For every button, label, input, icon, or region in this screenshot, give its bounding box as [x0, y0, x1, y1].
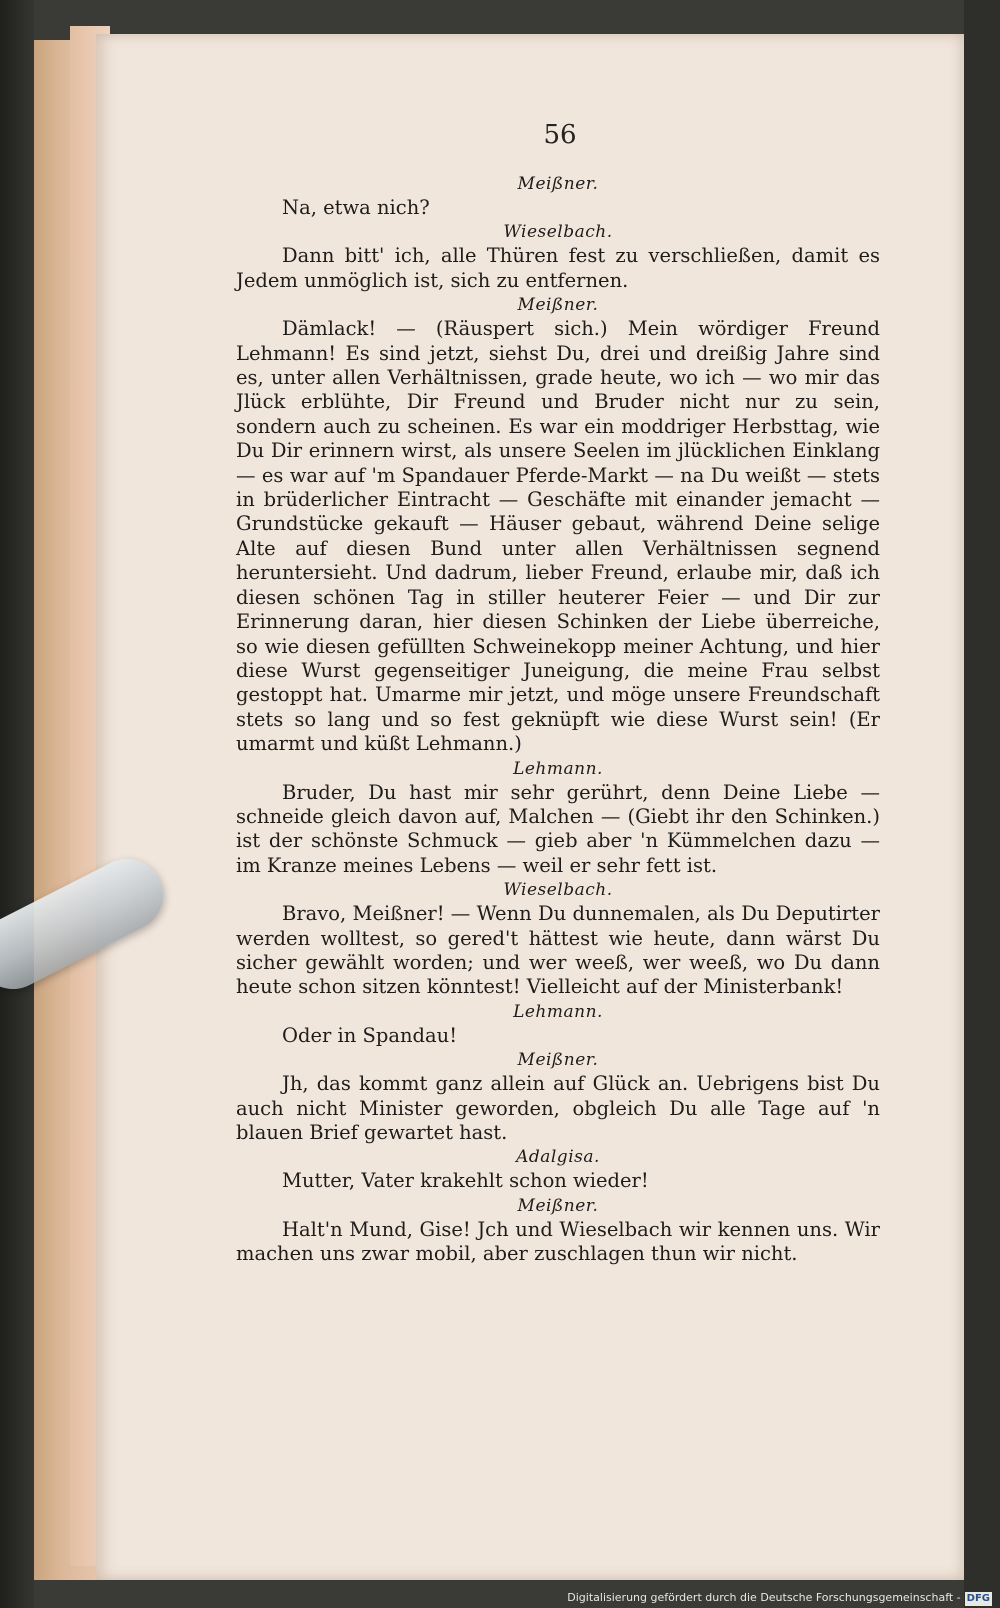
credit-text: Digitalisierung gefördert durch die Deutsche Forschungsgemeinschaft -	[567, 1591, 961, 1604]
page-number: 56	[543, 120, 577, 150]
dialogue-paragraph: Oder in Spandau!	[282, 1023, 458, 1047]
scan-background-left	[0, 0, 34, 1608]
speaker-name: Meißner.	[517, 174, 599, 194]
dialogue-paragraph: Bruder, Du hast mir sehr gerührt, denn Deine Liebe — schneide gleich davon auf, Malchen — (Giebt ihr den Schinken.) ist der schönste Schmuck — gieb aber 'n Kümmelchen dazu — im Kranze meines Lebens — weil er sehr fett ist.	[236, 780, 880, 877]
speaker-name: Adalgisa.	[516, 1147, 600, 1168]
digitization-credit	[0, 1591, 992, 1606]
dialogue-paragraph: Na, etwa nich?	[282, 196, 430, 219]
dialogue-paragraph: Dann bitt' ich, alle Thüren fest zu verschließen, damit es Jedem unmöglich ist, sich zu entfernen.	[236, 244, 880, 292]
speaker-name: Wieselbach.	[503, 880, 613, 901]
dfg-logo: DFG	[966, 1593, 990, 1604]
dialogue-paragraph: Dämlack! — (Räuspert sich.) Mein wördiger Freund Lehmann! Es sind jetzt, siehst Du, drei und dreißig Jahre sind es, unter allen Verhältnissen, grade heute, wo ich — wo mir das Jlück erblühte, Dir Freund und Bruder nicht nur zu sein, sondern auch zu scheinen. Es war ein moddriger Herbsttag, wie Du Dir erinnern wirst, als unsere Seelen im jlücklichen Einklang — es war auf 'm Spandauer Pferde-Markt — na Du weißt — stets in brüderlicher Eintracht — Geschäfte mit einander jemacht — Grundstücke gekauft — Häuser gebaut, während Deine selige Alte auf diesen Bund unter allen Verhältnissen segnend heruntersieht. Und dadrum, lieber Freund, erlaube mir, daß ich diesen schönen Tag in stiller heuterer Feier — und Dir zur Erinnerung daran, hier diesen Schinken der Liebe überreiche, so wie diesen gefüllten Schweinekopp meiner Achtung, und hier diese Wurst gegenseitiger Juneigung, die meine Frau selbst gestoppt hat. Umarme mir jetzt, und möge unsere Freundschaft stets so lang und so fest geknüpft wie diese Wurst sein! (Er umarmt und küßt Lehmann.)	[236, 317, 880, 756]
speaker-name: Wieselbach.	[503, 222, 613, 243]
speaker-name: Meißner.	[517, 295, 599, 316]
dialogue-paragraph: Mutter, Vater krakehlt schon wieder!	[282, 1169, 649, 1193]
scan-background-right	[964, 0, 1000, 1608]
dialogue-paragraph: Halt'n Mund, Gise! Jch und Wieselbach wir kennen uns. Wir machen uns zwar mobil, aber zuschlagen thun wir nicht.	[236, 1217, 880, 1266]
speaker-name: Lehmann.	[513, 758, 603, 779]
speaker-name: Lehmann.	[513, 1001, 603, 1022]
speaker-name: Meißner.	[517, 1050, 599, 1071]
dialogue-paragraph: Jh, das kommt ganz allein auf Glück an. Uebrigens bist Du auch nicht Minister geworden, obgleich Du alle Tage auf 'n blauen Brief gewartet hast.	[236, 1072, 880, 1144]
speaker-name: Meißner.	[517, 1195, 599, 1216]
page-text	[236, 172, 880, 1267]
dialogue-paragraph: Bravo, Meißner! — Wenn Du dunnemalen, als Du Deputirter werden wolltest, so gered't hättest wie heute, dann wärst Du sicher gewählt worden; und wer weeß, wer weeß, wo Du dann heute schon sitzen könntest! Vielleicht auf der Ministerbank!	[236, 902, 880, 999]
